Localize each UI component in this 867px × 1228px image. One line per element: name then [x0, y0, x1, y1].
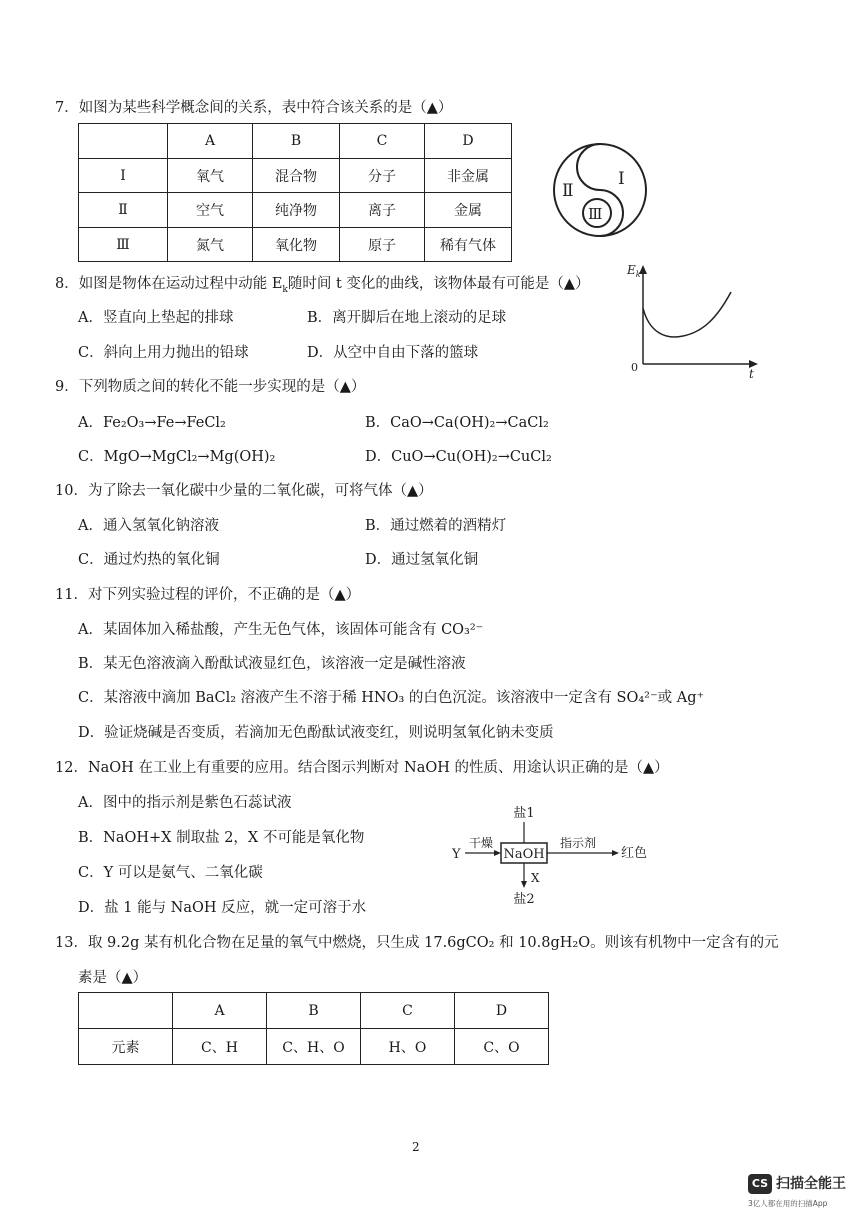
q7-header-cell — [79, 124, 168, 159]
q9-option-c: C．MgO→MgCl₂→Mg(OH)₂ — [78, 449, 276, 465]
origin-label: 0 — [631, 361, 638, 374]
q13-header-cell: B — [267, 993, 361, 1029]
y-reactant-label: Y — [452, 847, 461, 862]
salt1-label: 盐1 — [513, 806, 535, 821]
q10-option-a: A．通入氢氧化钠溶液 — [78, 518, 219, 534]
q12-option-d: D．盐 1 能与 NaOH 反应，就一定可溶于水 — [78, 900, 367, 916]
q11-option-a: A．某固体加入稀盐酸，产生无色气体，该固体可能含有 CO₃²⁻ — [78, 622, 484, 638]
q9-option-b: B．CaO→Ca(OH)₂→CaCl₂ — [365, 415, 549, 431]
ek-curve — [643, 292, 731, 337]
scanner-watermark — [748, 1170, 858, 1218]
q11-option-b: B．某无色溶液滴入酚酞试液显红色，该溶液一定是碱性溶液 — [78, 656, 466, 672]
label-1: Ⅰ — [618, 169, 625, 189]
q11-stem: 11．对下列实验过程的评价，不正确的是（▲） — [55, 587, 361, 603]
app-tagline: 3亿人都在用的扫描App — [748, 1199, 828, 1208]
q7-cell: 氧气 — [168, 159, 253, 193]
salt2-label: 盐2 — [513, 892, 535, 907]
q13-header-cell — [79, 993, 173, 1029]
q9-option-d: D．CuO→Cu(OH)₂→CuCl₂ — [365, 449, 552, 465]
q13-cell: 元素 — [79, 1029, 173, 1065]
q7-header-cell: B — [253, 124, 340, 159]
q12-option-b: B．NaOH+X 制取盐 2，X 不可能是氧化物 — [78, 830, 365, 846]
y-label: $E_k$ — [627, 263, 641, 279]
q7-cell: 纯净物 — [253, 193, 340, 228]
q13-stem-line1: 13．取 9.2g 某有机化合物在足量的氧气中燃烧，只生成 17.6gCO₂ 和 10.8gH₂O。则该有机物中一定含有的元 — [55, 935, 779, 951]
q8-stem-sub: k — [282, 284, 288, 295]
q8-option-c: C．斜向上用力抛出的铅球 — [78, 345, 249, 361]
q7-cell: 稀有气体 — [425, 228, 512, 262]
q7-cell: 氮气 — [168, 228, 253, 262]
label-2: Ⅱ — [562, 181, 574, 201]
q9-option-a: A．Fe₂O₃→Fe→FeCl₂ — [78, 415, 226, 431]
q8-option-b: B．离开脚后在地上滚动的足球 — [307, 310, 507, 326]
q8-option-d: D．从空中自由下落的篮球 — [307, 345, 479, 361]
q7-header-cell: A — [168, 124, 253, 159]
q7-cell: Ⅲ — [79, 228, 168, 262]
q8-stem-b: 随时间 t 变化的曲线，该物体最有可能是（▲） — [287, 276, 590, 292]
q8-ek-t-graph — [625, 260, 760, 378]
x-reactant-label: X — [531, 871, 540, 885]
q8-stem-a: 8．如图是物体在运动过程中动能 E — [55, 276, 283, 292]
q11-option-d: D．验证烧碱是否变质，若滴加无色酚酞试液变红，则说明氢氧化钠未变质 — [78, 725, 554, 741]
q12-option-a: A．图中的指示剂是紫色石蕊试液 — [78, 795, 292, 811]
q10-option-b: B．通过燃着的酒精灯 — [365, 518, 507, 534]
q13-header-cell: A — [173, 993, 267, 1029]
x-label: t — [749, 367, 754, 378]
q8-option-a: A．竖直向上垫起的排球 — [78, 310, 234, 326]
q13-header-cell: D — [455, 993, 549, 1029]
q7-cell: 空气 — [168, 193, 253, 228]
q7-cell: 原子 — [340, 228, 425, 262]
red-color-label: 红色 — [621, 846, 648, 861]
q7-cell: 非金属 — [425, 159, 512, 193]
bottom-arrow-head — [521, 881, 527, 888]
cs-logo-icon: CS — [748, 1174, 772, 1194]
right-arrow-head — [612, 850, 619, 856]
q12-option-c: C．Y 可以是氨气、二氧化碳 — [78, 865, 263, 881]
q7-cell: Ⅱ — [79, 193, 168, 228]
indicator-label: 指示剂 — [559, 836, 597, 850]
dry-label: 干燥 — [468, 836, 494, 850]
q12-stem: 12．NaOH 在工业上有重要的应用。结合图示判断对 NaOH 的性质、用途认识正确的是（▲） — [55, 760, 669, 776]
q13-cell: C、O — [455, 1029, 549, 1065]
q10-stem: 10．为了除去一氧化碳中少量的二氧化碳，可将气体（▲） — [55, 483, 433, 499]
left-arrow-head — [494, 850, 501, 856]
q10-option-c: C．通过灼热的氧化铜 — [78, 552, 220, 568]
q7-stem: 7．如图为某些科学概念间的关系，表中符合该关系的是（▲） — [55, 100, 453, 116]
q7-cell: 分子 — [340, 159, 425, 193]
q7-cell: Ⅰ — [79, 159, 168, 193]
label-3: Ⅲ — [588, 205, 603, 223]
q13-cell: C、H、O — [267, 1029, 361, 1065]
q10-option-d: D．通过氢氧化铜 — [365, 552, 479, 568]
q7-cell: 混合物 — [253, 159, 340, 193]
q13-stem-line2: 素是（▲） — [78, 970, 148, 986]
q7-header-cell: C — [340, 124, 425, 159]
q13-table — [78, 992, 549, 1065]
q11-option-c: C．某溶液中滴加 BaCl₂ 溶液产生不溶于稀 HNO₃ 的白色沉淀。该溶液中一定含有 SO₄²⁻或 Ag⁺ — [78, 690, 705, 706]
page-number: 2 — [412, 1140, 420, 1154]
q7-cell: 金属 — [425, 193, 512, 228]
q7-concept-diagram — [550, 140, 650, 240]
q13-header-cell: C — [361, 993, 455, 1029]
q7-header-cell: D — [425, 124, 512, 159]
naoh-label: NaOH — [503, 847, 545, 862]
q9-stem: 9．下列物质之间的转化不能一步实现的是（▲） — [55, 379, 366, 395]
q7-cell: 氧化物 — [253, 228, 340, 262]
q13-cell: H、O — [361, 1029, 455, 1065]
app-name: 扫描全能王 — [776, 1176, 846, 1192]
q13-cell: C、H — [173, 1029, 267, 1065]
q7-cell: 离子 — [340, 193, 425, 228]
q8-stem — [55, 272, 590, 295]
q7-table — [78, 123, 512, 262]
q12-naoh-diagram — [445, 800, 660, 910]
